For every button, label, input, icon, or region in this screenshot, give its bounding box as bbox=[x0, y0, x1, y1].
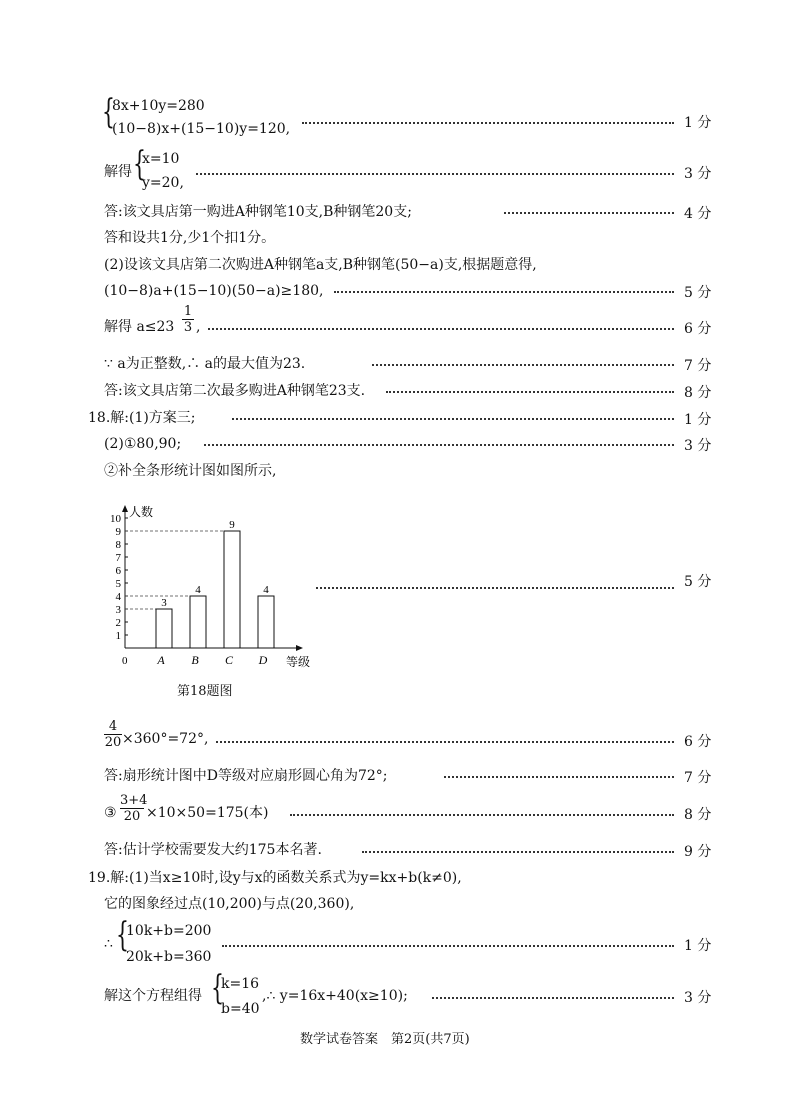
x-tick-label: D bbox=[258, 653, 268, 667]
y-tick-label: 6 bbox=[115, 565, 121, 577]
solution-x: x=10 bbox=[142, 151, 180, 167]
q19-points: 它的图象经过点(10,200)与点(20,360), bbox=[104, 896, 355, 912]
answer-text: 答:扇形统计图中D等级对应扇形圆心角为72°; bbox=[104, 768, 388, 784]
q18-chart-note: ②补全条形统计图如图所示, bbox=[104, 463, 277, 479]
bar-A bbox=[156, 609, 172, 648]
y-axis-arrow bbox=[122, 505, 128, 512]
function-result: ,∴ y=16x+40(x≥10); bbox=[262, 988, 408, 1004]
score: 7 分 bbox=[684, 770, 712, 786]
note-text: 答和设共1分,少1个扣1分。 bbox=[104, 230, 276, 246]
y-tick-label: 3 bbox=[115, 604, 121, 616]
book-calc: ×10×50=175(本) bbox=[146, 805, 269, 821]
score: 3 分 bbox=[684, 438, 712, 454]
chart-caption: 第18题图 bbox=[177, 684, 233, 699]
x-axis-arrow bbox=[296, 645, 303, 651]
q19-heading: 19.解:(1)当x≥10时,设y与x的函数关系式为y=kx+b(k≠0), bbox=[88, 870, 462, 886]
score: 1 分 bbox=[684, 938, 712, 954]
score: 7 分 bbox=[684, 358, 712, 374]
bar-value-label: 4 bbox=[195, 584, 201, 596]
solution-y: y=20, bbox=[142, 175, 184, 191]
origin-label: 0 bbox=[122, 655, 128, 667]
y-tick-label: 10 bbox=[110, 513, 121, 525]
equation-19b: 20k+b=360 bbox=[126, 949, 212, 965]
score: 3 分 bbox=[684, 166, 712, 182]
system-brace: { bbox=[211, 968, 224, 1008]
score: 4 分 bbox=[684, 206, 712, 222]
score: 6 分 bbox=[684, 734, 712, 750]
y-tick-label: 1 bbox=[115, 630, 121, 642]
therefore: ∴ bbox=[104, 936, 113, 952]
score: 8 分 bbox=[684, 807, 712, 823]
score: 5 分 bbox=[684, 285, 712, 301]
q18-part2: (2)①80,90; bbox=[104, 436, 182, 452]
q18-heading: 18.解:(1)方案三; bbox=[88, 410, 196, 426]
inequality: (10−8)a+(15−10)(50−a)≥180, bbox=[104, 283, 324, 299]
y-tick-label: 2 bbox=[115, 617, 121, 629]
score: 1 分 bbox=[684, 115, 712, 131]
y-axis-label: 人数 bbox=[129, 505, 154, 519]
solution-k: k=16 bbox=[221, 976, 260, 992]
system-brace: { bbox=[102, 92, 115, 132]
bar-value-label: 4 bbox=[263, 584, 269, 596]
bar-D bbox=[258, 596, 274, 648]
answer-text: 答:估计学校需要发大约175本名著. bbox=[104, 842, 322, 858]
x-tick-label: C bbox=[224, 653, 234, 667]
solve-label: 解这个方程组得 bbox=[104, 988, 202, 1004]
bar-C bbox=[224, 531, 240, 648]
page-footer: 数学试卷答案 第2页(共7页) bbox=[300, 1032, 470, 1047]
fraction: $\frac{3+4}{20}$ bbox=[120, 793, 148, 824]
x-tick-label: B bbox=[191, 653, 199, 667]
fraction: $\frac{1}{3}$ bbox=[183, 304, 193, 335]
angle-calc: ×360°=72°, bbox=[122, 731, 209, 747]
fraction: $\frac{4}{20}$ bbox=[104, 719, 122, 750]
y-tick-label: 8 bbox=[115, 539, 121, 551]
score: 8 分 bbox=[684, 385, 712, 401]
score: 9 分 bbox=[684, 844, 712, 860]
y-tick-label: 4 bbox=[115, 591, 121, 603]
y-tick-label: 5 bbox=[115, 578, 121, 590]
equation-19a: 10k+b=200 bbox=[126, 923, 212, 939]
equation-1b: (10−8)x+(15−10)y=120, bbox=[112, 121, 291, 137]
part2-text: (2)设该文具店第二次购进A种钢笔a支,B种钢笔(50−a)支,根据题意得, bbox=[104, 257, 537, 273]
bar-value-label: 3 bbox=[161, 597, 167, 609]
integer-note: ∵ a为正整数,∴ a的最大值为23. bbox=[104, 356, 306, 372]
y-tick-label: 7 bbox=[115, 552, 121, 564]
solve-label: 解得 bbox=[104, 164, 132, 180]
x-tick-label: A bbox=[157, 653, 165, 667]
score: 6 分 bbox=[684, 321, 712, 337]
x-axis-label: 等级 bbox=[286, 655, 311, 669]
system-brace: { bbox=[133, 144, 146, 184]
answer-text: 答:该文具店第一购进A种钢笔10支,B种钢笔20支; bbox=[104, 204, 412, 220]
part3-marker: ③ bbox=[104, 805, 117, 821]
score: 5 分 bbox=[684, 574, 712, 590]
solution-b: b=40 bbox=[221, 1001, 260, 1017]
y-tick-label: 9 bbox=[115, 526, 121, 538]
system-brace: { bbox=[116, 915, 129, 955]
bar-chart bbox=[100, 490, 320, 695]
bar-value-label: 9 bbox=[229, 519, 235, 531]
score: 1 分 bbox=[684, 412, 712, 428]
solve-inequality: 解得 a≤23 bbox=[104, 319, 175, 335]
equation-1a: 8x+10y=280 bbox=[112, 98, 205, 114]
answer-text: 答:该文具店第二次最多购进A种钢笔23支. bbox=[104, 383, 366, 399]
bar-B bbox=[190, 596, 206, 648]
score: 3 分 bbox=[684, 990, 712, 1006]
